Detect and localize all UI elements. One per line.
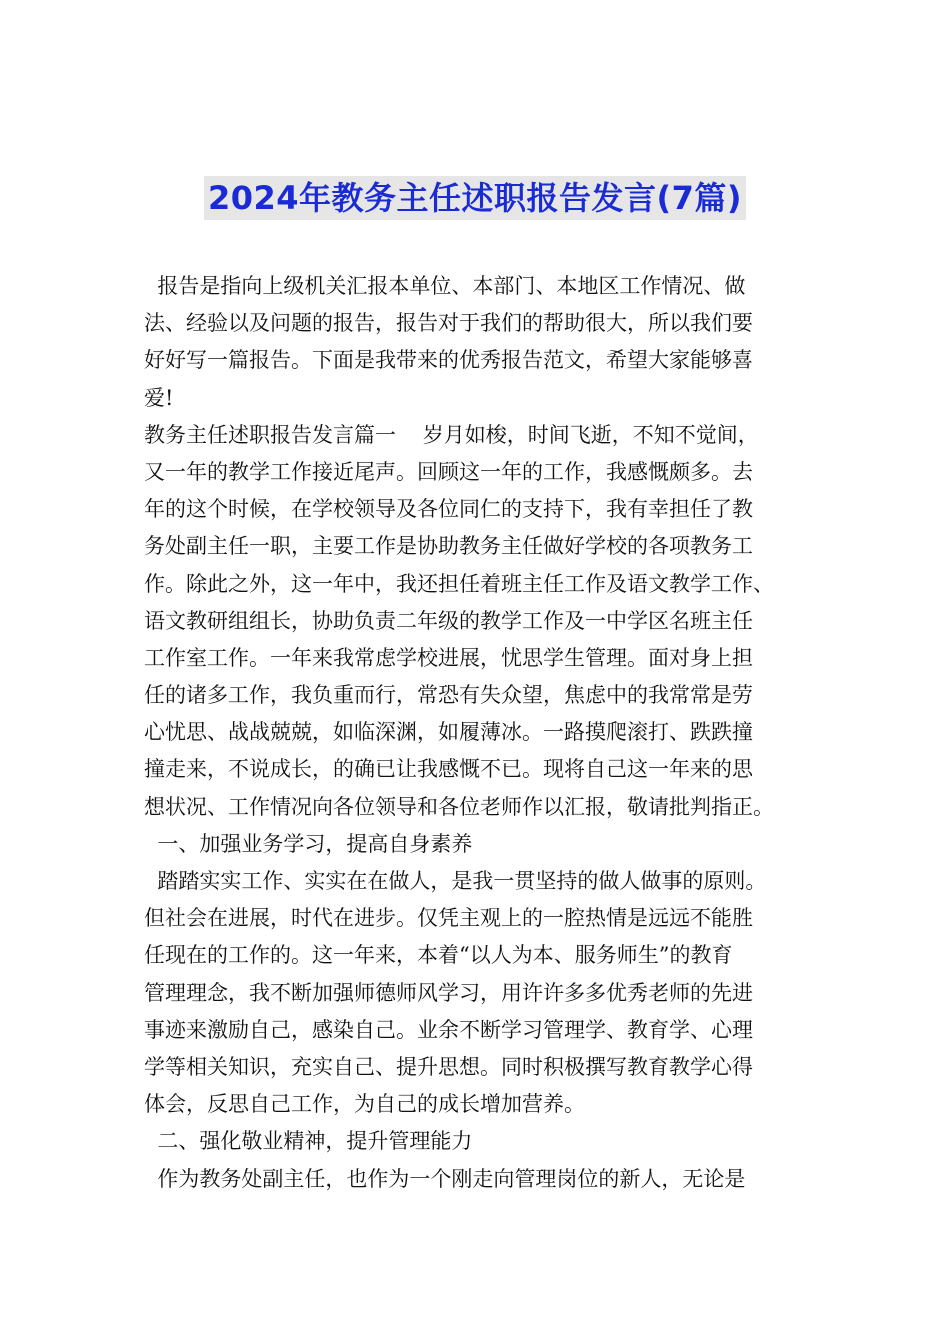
paragraph-line: 报告是指向上级机关汇报本单位、本部门、本地区工作情况、做 (144, 274, 746, 298)
paragraph-line: 务处副主任一职，主要工作是协助教务主任做好学校的各项教务工 (144, 534, 753, 559)
paragraph-line: 好好写一篇报告。下面是我带来的优秀报告范文，希望大家能够喜 (144, 348, 753, 373)
paragraph-line: 爱! (144, 385, 174, 410)
paragraph-line: 撞走来，不说成长，的确已让我感慨不已。现将自己这一年来的思 (144, 757, 753, 782)
paragraph-line: 任的诸多工作，我负重而行，常恐有失众望，焦虑中的我常常是劳 (144, 683, 753, 708)
paragraph-line: 学等相关知识，充实自己、提升思想。同时积极撰写教育教学心得 (144, 1054, 753, 1079)
paragraph-line: 年的这个时候，在学校领导及各位同仁的支持下，我有幸担任了教 (144, 497, 753, 522)
title-container (0, 176, 950, 220)
paragraph-line: 心忧思、战战兢兢，如临深渊，如履薄冰。一路摸爬滚打、跌跌撞 (144, 720, 753, 745)
paragraph-line: 法、经验以及问题的报告，报告对于我们的帮助很大，所以我们要 (144, 311, 753, 336)
paragraph-line: 又一年的教学工作接近尾声。回顾这一年的工作，我感慨颇多。去 (144, 459, 753, 484)
paragraph-line: 教务主任述职报告发言篇一 岁月如梭，时间飞逝，不知不觉间， (144, 422, 759, 447)
paragraph-line: 但社会在进展，时代在进步。仅凭主观上的一腔热情是远远不能胜 (144, 906, 753, 931)
section-heading: 二、强化敬业精神，提升管理能力 (144, 1129, 473, 1154)
paragraph-line: 想状况、工作情况向各位领导和各位老师作以汇报，敬请批判指正。 (144, 794, 774, 819)
paragraph-line: 事迹来激励自己，感染自己。业余不断学习管理学、教育学、心理 (144, 1017, 753, 1042)
paragraph-line: 踏踏实实工作、实实在在做人，是我一贯坚持的做人做事的原则。 (144, 869, 767, 893)
paragraph-line: 任现在的工作的。这一年来，本着“以人为本、服务师生”的教育 (144, 943, 733, 968)
paragraph-line: 体会，反思自己工作，为自己的成长增加营养。 (144, 1092, 585, 1117)
paragraph-line: 作。除此之外，这一年中，我还担任着班主任工作及语文教学工作、 (144, 571, 774, 596)
document-title: 2024年教务主任述职报告发言(7篇) (204, 176, 746, 220)
paragraph-line: 工作室工作。一年来我常虑学校进展，忧思学生管理。面对身上担 (144, 645, 753, 670)
paragraph-line: 管理理念，我不断加强师德师风学习，用许许多多优秀老师的先进 (144, 980, 753, 1005)
paragraph-line: 作为教务处副主任，也作为一个刚走向管理岗位的新人，无论是 (144, 1166, 746, 1191)
section-heading: 一、加强业务学习，提高自身素养 (144, 831, 473, 856)
document-body (144, 268, 810, 1198)
paragraph-line: 语文教研组组长，协助负责二年级的教学工作及一中学区名班主任 (144, 608, 753, 633)
